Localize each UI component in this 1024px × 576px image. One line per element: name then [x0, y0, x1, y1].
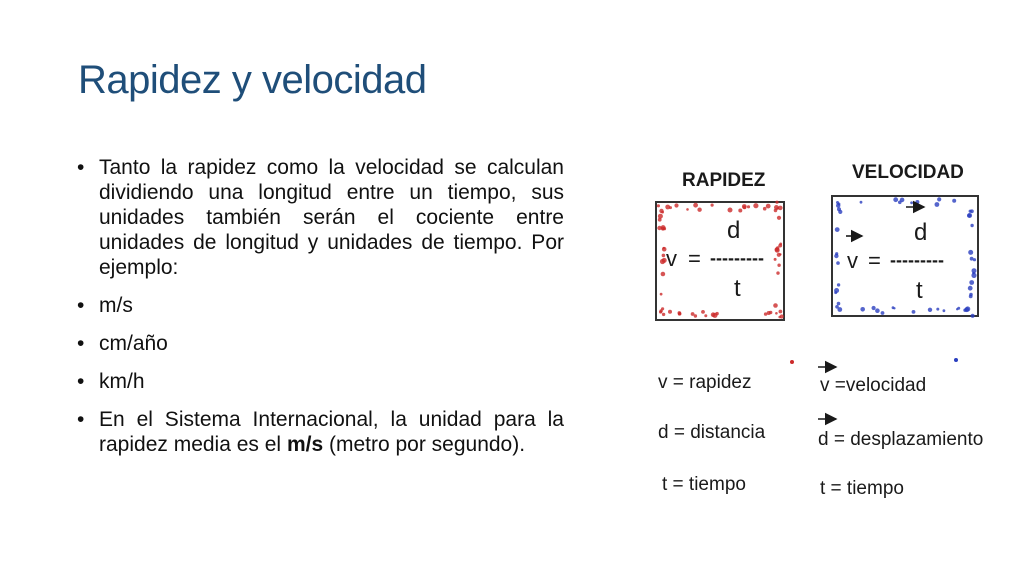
particle-dot: [662, 254, 666, 258]
slide-title: Rapidez y velocidad: [78, 58, 427, 102]
particle-dot: [928, 308, 932, 312]
particle-dot: [777, 253, 781, 257]
particle-dot: [661, 307, 664, 310]
particle-dot: [935, 202, 940, 207]
particle-dot: [697, 208, 701, 212]
particle-dot: [912, 310, 916, 314]
particle-dot: [657, 204, 660, 207]
particle-dot: [835, 305, 839, 309]
bullet-list: [74, 155, 564, 470]
particle-dot: [893, 307, 895, 309]
particle-dot: [774, 258, 777, 261]
particle-dot: [678, 311, 682, 315]
particle-dot: [893, 197, 898, 202]
particle-dot: [764, 312, 767, 315]
particle-dot: [773, 303, 778, 308]
bullet-text: En el Sistema Internacional, la unidad para la rapidez media es el: [99, 408, 564, 456]
particle-dot: [711, 204, 714, 207]
rapidez-equals: =: [688, 246, 701, 271]
rapidez-heading: RAPIDEZ: [682, 170, 766, 191]
particle-dot: [775, 248, 780, 253]
particle-dot: [835, 227, 840, 232]
particle-dot: [837, 302, 841, 306]
bullet-item: [74, 369, 564, 394]
particle-dot: [743, 206, 747, 210]
particle-dot: [969, 280, 974, 285]
particle-dot: [776, 271, 779, 274]
particle-dot: [968, 286, 973, 291]
particle-dot: [728, 208, 733, 213]
particle-dot: [658, 218, 662, 222]
bullet-text: m/s: [99, 294, 133, 317]
particle-dot: [971, 314, 975, 318]
particle-dot: [777, 264, 780, 267]
particle-dot: [875, 308, 880, 313]
particle-dot: [753, 203, 758, 208]
particle-dot: [834, 254, 838, 258]
particle-dot: [686, 208, 689, 211]
decor-dot: [954, 358, 958, 362]
particle-dot: [957, 307, 960, 310]
rapidez-numerator: d: [727, 217, 741, 244]
particle-dot: [872, 306, 876, 310]
velocidad-heading: VELOCIDAD: [852, 162, 964, 183]
particle-dot: [972, 268, 977, 273]
particle-dot: [779, 310, 783, 314]
particle-dot: [779, 243, 782, 246]
particle-dot: [715, 312, 718, 315]
particle-dot: [769, 311, 772, 314]
particle-dot: [881, 311, 885, 315]
particle-dot: [662, 313, 665, 316]
bullet-text: Tanto la rapidez como la velocidad se calculan dividiendo una longitud entre un tiempo, sus unidades también serán el cociente entre unidades de longitud y unidades de tiempo. Por ejemplo:: [99, 156, 564, 279]
bullet-bold-unit: m/s: [286, 433, 324, 456]
legend-rapidez-d: d = distancia: [658, 422, 766, 443]
particle-dot: [704, 314, 707, 317]
particle-dot: [837, 283, 840, 286]
particle-dot: [937, 197, 941, 201]
particle-dot: [970, 209, 974, 213]
particle-dot: [665, 205, 670, 210]
velocidad-numerator: d: [914, 219, 928, 246]
bullet-text: cm/año: [99, 332, 168, 355]
bullet-item: [74, 331, 564, 356]
particle-dot: [747, 205, 750, 208]
particle-dot: [969, 295, 973, 299]
rapidez-denominator: t: [734, 275, 741, 302]
particle-dot: [973, 258, 976, 261]
particle-dot: [834, 291, 837, 294]
legend-velocidad-d: d = desplazamiento: [818, 429, 984, 450]
velocidad-v: v: [847, 248, 858, 273]
particle-dot: [968, 250, 973, 255]
particle-dot: [674, 203, 678, 207]
particle-dot: [777, 216, 781, 220]
particle-dot: [838, 210, 842, 214]
bullet-item: [74, 155, 564, 280]
particle-dot: [659, 209, 663, 213]
particle-dot: [693, 203, 698, 208]
particle-dot: [970, 257, 974, 261]
particle-dot: [836, 261, 840, 265]
particle-dot: [775, 201, 778, 204]
particle-dot: [936, 308, 939, 311]
particle-dot: [860, 307, 865, 312]
particle-dot: [766, 204, 771, 209]
particle-dot: [967, 213, 972, 218]
legend-rapidez-v: v = rapidez: [658, 372, 752, 393]
bullet-text: km/h: [99, 370, 145, 393]
velocidad-fraction-bar: ---------: [890, 250, 944, 270]
legend-rapidez-t: t = tiempo: [662, 474, 746, 495]
rapidez-fraction-bar: ---------: [710, 248, 764, 268]
particle-dot: [738, 209, 742, 213]
particle-dot: [661, 227, 665, 231]
particle-dot: [775, 312, 778, 315]
velocidad-denominator: t: [916, 277, 923, 304]
particle-dot: [910, 201, 913, 204]
particle-dot: [836, 203, 840, 207]
particle-dot: [952, 199, 956, 203]
figure-svg: [644, 148, 989, 508]
legend-velocidad-v: v =velocidad: [820, 375, 927, 396]
particle-dot: [776, 207, 779, 210]
rapidez-v: v: [666, 246, 677, 271]
decor-dot: [790, 360, 794, 364]
bullet-text: (metro por segundo).: [323, 433, 526, 456]
particle-dot: [660, 293, 663, 296]
particle-dot: [965, 306, 970, 311]
particle-dot: [659, 310, 662, 313]
particle-dot: [691, 312, 695, 316]
particle-dot: [970, 224, 973, 227]
particle-dot: [943, 309, 946, 312]
particle-dot: [836, 201, 839, 204]
bullet-item: [74, 407, 564, 457]
particle-dot: [701, 310, 705, 314]
particle-dot: [780, 314, 784, 318]
particle-dot: [915, 200, 919, 204]
particle-dot: [860, 201, 863, 204]
velocidad-equals: =: [868, 248, 881, 273]
legend-velocidad-t: t = tiempo: [820, 478, 904, 499]
particle-dot: [763, 207, 767, 211]
bullet-item: [74, 293, 564, 318]
particle-dot: [668, 310, 672, 314]
rapidez-velocidad-figure: [644, 148, 989, 508]
particle-dot: [661, 272, 666, 277]
particle-dot: [900, 198, 905, 203]
